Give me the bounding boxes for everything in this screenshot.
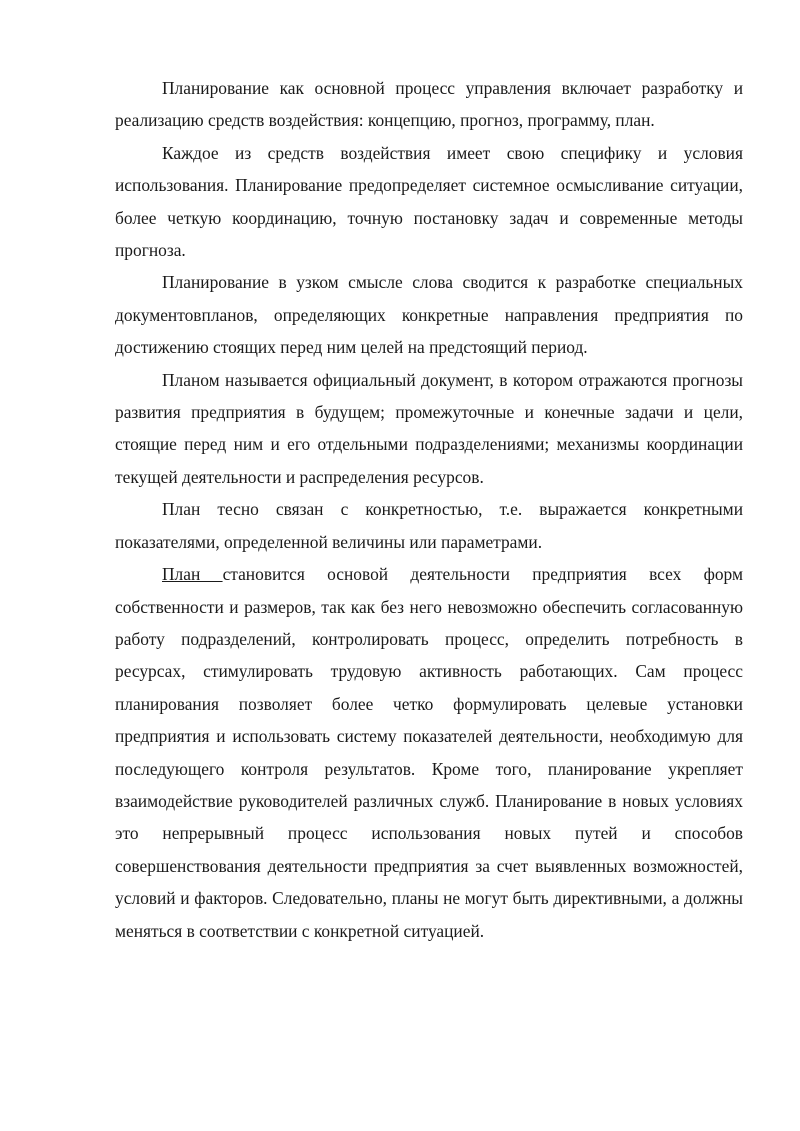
paragraph-plan-definition: Планом называется официальный документ, в котором отражаются прогнозы развития предприятия в будущем; промежуточные и конечные задачи и цели, стоящие перед ним и его отдельными подразделениями; механизмы координации текущей деятельности и распределения ресурсов. bbox=[115, 369, 743, 487]
paragraph-planning-definition: Планирование как основной процесс управления включает разработку и реализацию средств воздействия: концепцию, прогноз, программу, план. bbox=[115, 78, 743, 131]
document-page bbox=[115, 72, 743, 947]
paragraph-plan-concreteness: План тесно связан с конкретностью, т.е. выражается конкретными показателями, определенной величины или параметрами. bbox=[115, 499, 743, 552]
paragraph-means-specifics: Каждое из средств воздействия имеет свою специфику и условия использования. Планирование предопределяет системное осмысливание ситуации, более четкую координацию, точную постановку задач и современные методы прогноза. bbox=[115, 142, 743, 261]
paragraph-plan-basis-text: становится основой деятельности предприятия всех форм собственности и размеров, так как без него невозможно обеспечить согласованную работу подразделений, контролировать процесс, определить потребность в ресурсах, стимулировать трудовую активность работающих. Сам процесс планирования позволяет более четко формулировать целевые установки предприятия и использовать систему показателей деятельности, необходимую для последующего контроля результатов. Кроме того, планирование укрепляет взаимодействие руководителей различных служб. Планирование в новых условиях это непрерывный процесс использования новых путей и способов совершенствования деятельности предприятия за счет выявленных возможностей, условий и факторов. Следовательно, планы не могут быть директивными, а должны меняться в соответствии с конкретной ситуацией. bbox=[115, 564, 743, 941]
paragraph-plan-basis bbox=[115, 558, 743, 947]
paragraph-narrow-sense: Планирование в узком смысле слова сводится к разработке специальных документовпланов, определяющих конкретные направления предприятия по достижению стоящих перед ним целей на предстоящий период. bbox=[115, 272, 743, 358]
underlined-lead-word: План bbox=[162, 564, 223, 585]
